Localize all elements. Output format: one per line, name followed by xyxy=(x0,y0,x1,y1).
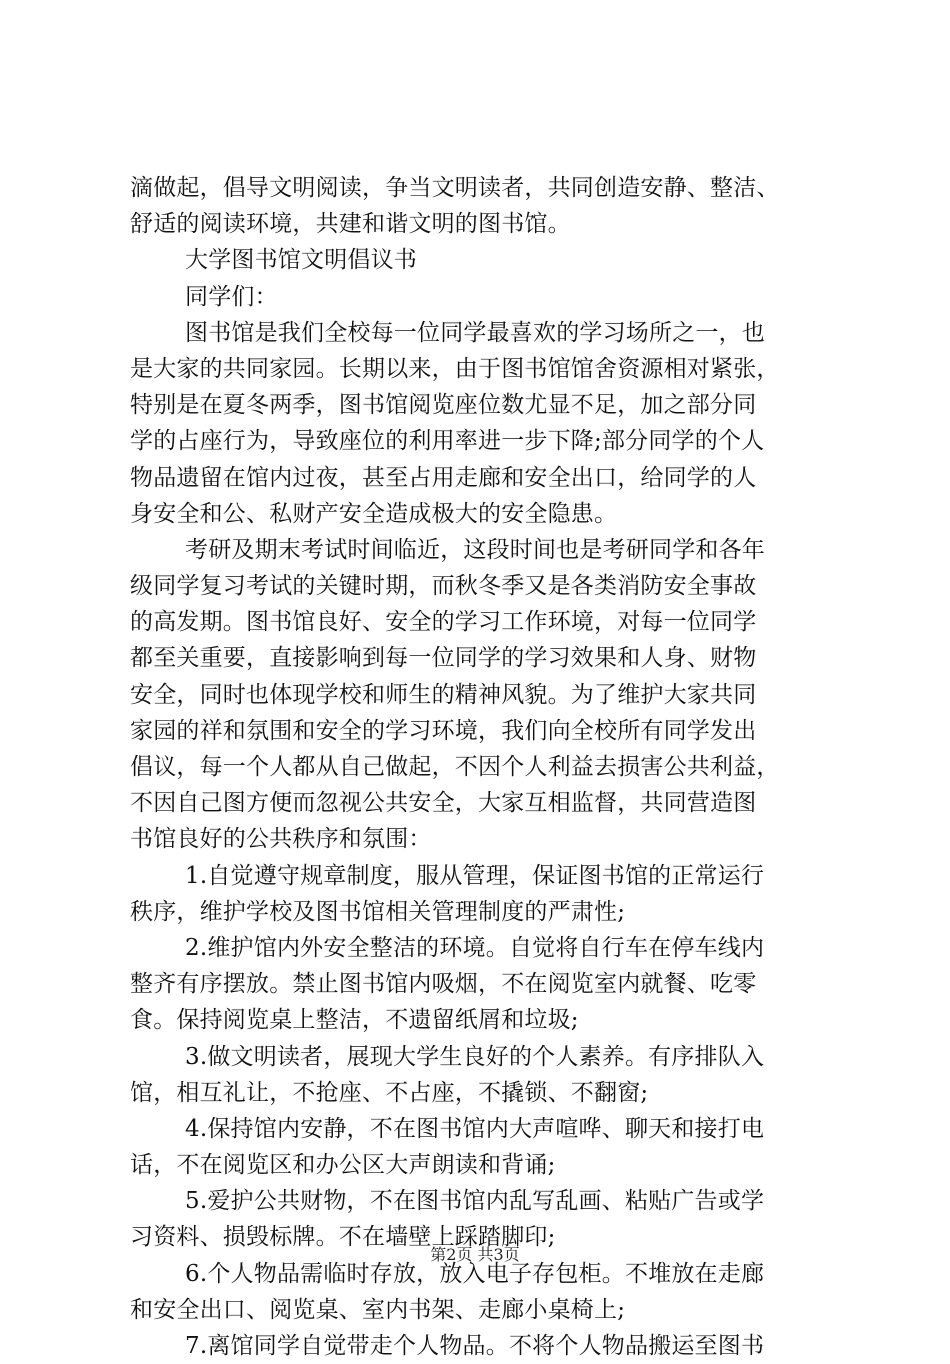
text-line: 秩序，维护学校及图书馆相关管理制度的严肃性; xyxy=(130,898,626,925)
text-line: 2.维护馆内外安全整洁的环境。自觉将自行车在停车线内 xyxy=(185,934,765,961)
text-line: 倡议，每一个人都从自己做起，不因个人利益去损害公共利益， xyxy=(130,754,780,780)
document-body xyxy=(130,170,830,1364)
text-line: 滴做起，倡导文明阅读，争当文明读者，共同创造安静、整洁、 xyxy=(130,175,780,201)
text-line: 级同学复习考试的关键时期，而秋冬季又是各类消防安全事故 xyxy=(130,573,757,600)
text-line: 食。保持阅览桌上整洁，不遗留纸屑和垃圾; xyxy=(130,1007,579,1034)
text-line: 5.爱护公共财物，不在图书馆内乱写乱画、粘贴广告或学 xyxy=(185,1188,765,1215)
text-line: 大学图书馆文明倡议书 xyxy=(185,247,417,274)
text-line: 和安全出口、阅览桌、室内书架、走廊小桌椅上; xyxy=(130,1296,626,1323)
text-line: 6.个人物品需临时存放，放入电子存包柜。不堆放在走廊 xyxy=(185,1260,765,1287)
page-footer: 第2页 共3页 xyxy=(430,1245,520,1264)
text-line: 图书馆是我们全校每一位同学最喜欢的学习场所之一，也 xyxy=(185,319,765,346)
text-line: 3.做文明读者，展现大学生良好的个人素养。有序排队入 xyxy=(185,1043,765,1070)
text-line: 习资料、损毁标牌。不在墙壁上踩踏脚印; xyxy=(130,1224,556,1251)
text-line: 物品遗留在馆内过夜，甚至占用走廊和安全出口，给同学的人 xyxy=(130,464,757,491)
text-line: 考研及期末考试时间临近，这段时间也是考研同学和各年 xyxy=(185,536,765,563)
text-line: 4.保持馆内安静，不在图书馆内大声喧哗、聊天和接打电 xyxy=(185,1115,765,1142)
text-line: 同学们： xyxy=(185,283,278,310)
text-line: 安全，同时也体现学校和师生的精神风貌。为了维护大家共同 xyxy=(130,681,757,708)
text-line: 家园的祥和氛围和安全的学习环境，我们向全校所有同学发出 xyxy=(130,717,757,744)
text-line: 不因自己图方便而忽视公共安全，大家互相监督，共同营造图 xyxy=(130,790,757,817)
text-line: 7.离馆同学自觉带走个人物品。不将个人物品搬运至图书 xyxy=(185,1333,765,1359)
text-line: 书馆良好的公共秩序和氛围： xyxy=(130,826,432,853)
text-line: 身安全和公、私财产安全造成极大的安全隐患。 xyxy=(130,500,618,527)
text-line: 话，不在阅览区和办公区大声朗读和背诵; xyxy=(130,1152,556,1179)
text-line: 学的占座行为，导致座位的利用率进一步下降;部分同学的个人 xyxy=(130,428,765,455)
text-line: 是大家的共同家园。长期以来，由于图书馆馆舍资源相对紧张， xyxy=(130,355,780,382)
text-line: 1.自觉遵守规章制度，服从管理，保证图书馆的正常运行 xyxy=(185,862,765,889)
text-line: 整齐有序摆放。禁止图书馆内吸烟，不在阅览室内就餐、吃零 xyxy=(130,971,757,998)
text-line: 都至关重要，直接影响到每一位同学的学习效果和人身、财物 xyxy=(130,645,757,672)
text-line: 舒适的阅读环境，共建和谐文明的图书馆。 xyxy=(130,211,571,238)
text-line: 的高发期。图书馆良好、安全的学习工作环境，对每一位同学 xyxy=(130,609,757,636)
text-line: 特别是在夏冬两季，图书馆阅览座位数尤显不足，加之部分同 xyxy=(130,392,757,419)
text-line: 馆，相互礼让，不抢座、不占座，不撬锁、不翻窗; xyxy=(130,1079,649,1106)
